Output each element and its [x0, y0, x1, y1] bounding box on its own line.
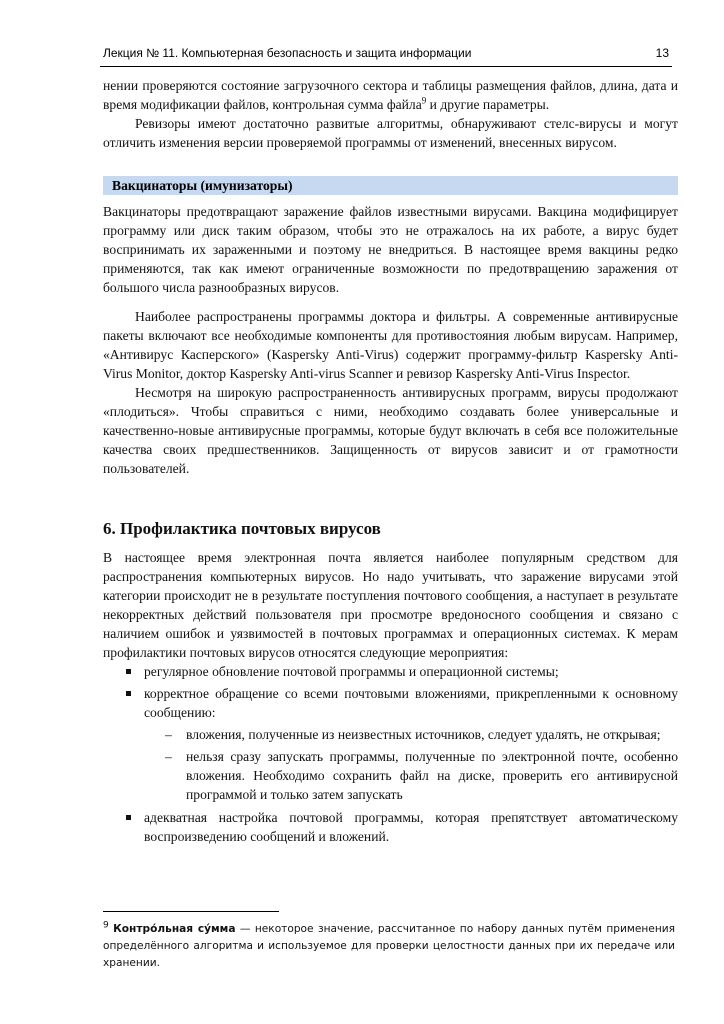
intro-block: [103, 76, 678, 152]
intro-paragraph-2: Ревизоры имеют достаточно развитые алгоритмы, обнаруживают стелс-вирусы и могут отличить изменения версии проверяемой программы от изменений, внесенных вирусом.: [103, 116, 678, 150]
footnote-mark: 9: [103, 920, 109, 931]
vaccinators-paragraph-2: Наиболее распространены программы доктора и фильтры. А современные антивирусные пакеты включают все необходимые компоненты для противостояния любым вирусам. Например, «Антивирус Касперского» (Kaspersky Anti-Virus) содержит программу-фильтр Kaspersky Anti-Virus Monitor, доктор Kaspersky Anti-virus Scanner и ревизор Kaspersky Anti-Virus Inspector.: [103, 309, 678, 381]
vaccinators-paragraph-3: Несмотря на широкую распространенность антивирусных программ, вирусы продолжают «плодиться». Чтобы справиться с ними, необходимо создавать более универсальные и качественно-новые антивирусные программы, которые будут включать в себя все положительные качества своих предшественников. Защищенность от вирусов зависит и от грамотности пользователей.: [103, 385, 678, 476]
vaccinators-block: [103, 202, 678, 478]
section-6-heading: 6. Профилактика почтовых вирусов: [103, 519, 381, 538]
footnote-separator: [103, 911, 279, 912]
header-title: Лекция № 11. Компьютерная безопасность и защита информации: [103, 46, 472, 60]
section-6-paragraph: В настоящее время электронная почта является наиболее популярным средством для распространения компьютерных вирусов. Но надо учитывать, что заражение вирусами этой категории происходит не в результате поступления почтового сообщения, а наступает в результате некорректных действий пользователя при просмотре вредоносного сообщения и связано с наличием ошибок и уязвимостей в почтовых программах и операционных системах. К мерам профилактики почтовых вирусов относятся следующие мероприятия:: [103, 550, 678, 660]
list-item: регулярное обновление почтовой программы и операционной системы;: [103, 662, 678, 681]
list-item: корректное обращение со всеми почтовыми вложениями, прикрепленными к основному сообщению: – вложения, полученные из неизвестных источников, следует удалять, не открывая; – нельзя сразу запускать программы, полученные по электронной почте, особенно вложения. Необходимо сохранить файл на диске, проверить его антивирусной программой и только затем запускать: [103, 684, 678, 804]
attachment-sublist: [103, 725, 678, 804]
footnote-text: — некоторое значение, рассчитанное по набору данных путём применения определённого алгоритма и используемое для проверки целостности данных при их передаче или хранении.: [103, 923, 675, 969]
footnote-ref[interactable]: 9: [421, 95, 427, 106]
vaccinators-heading: Вакцинаторы (имунизаторы): [103, 176, 678, 195]
list-item: адекватная настройка почтовой программы, которая препятствует автоматическому воспроизведению сообщений и вложений.: [103, 808, 678, 846]
footnote-term: Контро́льная су́мма: [113, 923, 236, 935]
sub-list-item: – нельзя сразу запускать программы, полученные по электронной почте, особенно вложения. Необходимо сохранить файл на диске, проверить его антивирусной программой и только затем запускать: [103, 747, 678, 804]
footnote: [103, 921, 675, 972]
intro-paragraph-1: нении проверяются состояние загрузочного сектора и таблицы размещения файлов, длина, дата и время модификации файлов, контрольная сумма файла$^9$ и другие параметры.: [103, 78, 678, 112]
measures-list: [103, 662, 678, 846]
sub-list-item: – вложения, полученные из неизвестных источников, следует удалять, не открывая;: [103, 725, 678, 744]
page-number: 13: [655, 46, 669, 60]
section-6-block: [103, 548, 678, 846]
page-header: [100, 46, 672, 67]
vaccinators-paragraph-1: Вакцинаторы предотвращают заражение файлов известными вирусами. Вакцина модифицирует программу или диск таким образом, чтобы это не отражалось на их работе, а вирус будет воспринимать их зараженными и поэтому не внедриться. В настоящее время вакцины редко применяются, так как имеют ограниченные возможности по предотвращению заражения от большого числа разнообразных вирусов.: [103, 204, 678, 295]
